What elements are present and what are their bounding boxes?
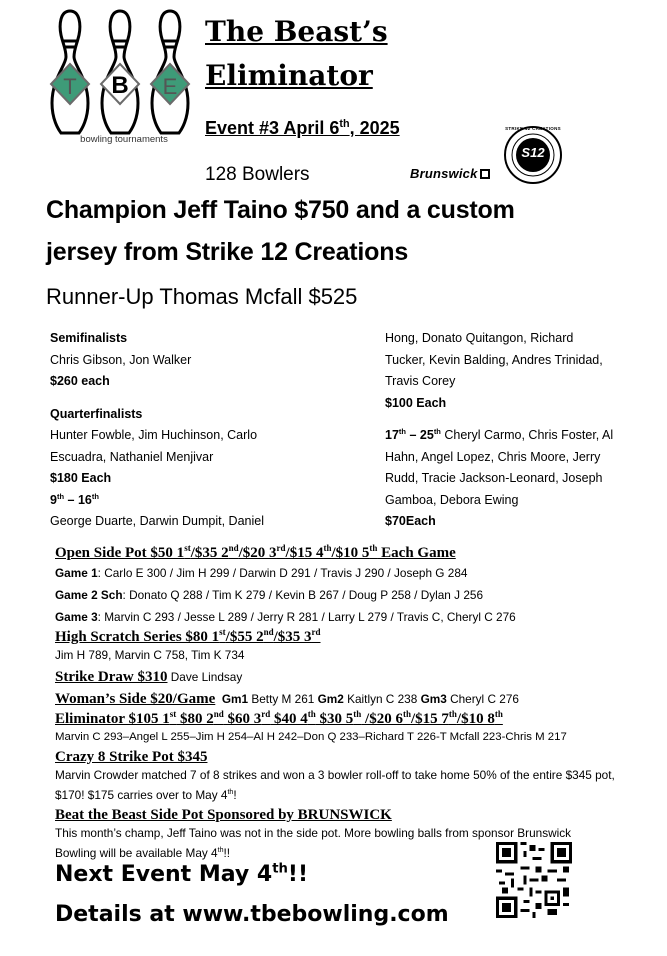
game-2-label: Game 2 Sch [55, 588, 123, 602]
bowler-count: 128 Bowlers [205, 164, 310, 185]
game-3-results [55, 608, 625, 627]
beat-beast-heading: Beat the Beast Side Pot Sponsored by BRUNSWICK [55, 807, 392, 823]
elim-text-7: /$15 7 [410, 711, 449, 727]
page-title-line-2: Eliminator [205, 59, 373, 92]
open-side-sup-1: st [184, 543, 191, 553]
beat-beast-end: !! [223, 845, 231, 860]
strike-draw-heading: Strike Draw $310 [55, 669, 168, 685]
champion-line-2: jersey from Strike 12 Creations [46, 238, 409, 266]
ninth-names-cont-1: Hong, Donato Quitangon, Richard [385, 331, 574, 345]
sixteenth-sup: th [91, 491, 99, 501]
event-date-year: , 2025 [349, 118, 400, 138]
seventeenth-names-4: Gamboa, Debora Ewing [385, 492, 519, 507]
seventeenth-label: 17 [385, 428, 399, 442]
open-side-text-6: Each Game [377, 545, 456, 561]
elim-text-5: $30 5 [315, 711, 354, 727]
womens-gm3-text: Cheryl C 276 [446, 692, 519, 706]
ninth-label: 9 [50, 492, 57, 507]
womens-gm1-label: Gm1 [221, 692, 249, 706]
left-column [50, 328, 370, 533]
page-title-line-1: The Beast’s [205, 15, 388, 48]
elim-sup-6: th [402, 709, 411, 719]
strike12-ring-text: STRIKE 12 CREATIONS [505, 126, 561, 131]
womens-gm1-text: Betty M 261 [248, 692, 318, 706]
eliminator-heading [55, 710, 625, 728]
game-2-text: : Donato Q 288 / Tim K 279 / Kevin B 267 / Doug P 258 / Dylan J 256 [122, 588, 484, 602]
game-3-text: : Marvin C 293 / Jesse L 289 / Jerry R 281 / Larry L 279 / Travis C, Cheryl C 276 [97, 610, 516, 624]
logo-letter-b: B [111, 72, 129, 99]
sixteenth-label: – 16 [64, 492, 92, 507]
womens-gm3-label: Gm3 [420, 692, 447, 706]
brunswick-logo [410, 166, 490, 181]
ninth-sup: th [56, 491, 65, 501]
semifinalists-heading: Semifinalists [50, 331, 128, 345]
elim-sup-5: th [353, 709, 362, 719]
quarterfinalists-names-1: Hunter Fowble, Jim Huchinson, Carlo [50, 428, 258, 442]
logo-letter-t: T [63, 74, 77, 99]
seventeenth-prize: $70Each [385, 514, 436, 528]
crazy8-end: ! [233, 787, 237, 802]
runner-up: Runner-Up Thomas Mcfall $525 [46, 284, 358, 309]
womens-side-row [55, 690, 625, 709]
event-date-sup: th [339, 118, 350, 130]
ninth-names-cont-2: Tucker, Kevin Balding, Andres Trinidad, [385, 352, 603, 367]
elim-text-1: Eliminator $105 1 [55, 711, 170, 727]
open-side-sup-4: th [323, 543, 332, 553]
ninth-names-cont-3: Travis Corey [385, 374, 456, 388]
high-scratch-text-1: High Scratch Series $80 1 [55, 629, 220, 645]
high-scratch-sup-1: st [219, 627, 226, 637]
open-side-sup-5: th [369, 543, 378, 553]
open-side-text-2: /$35 2 [190, 545, 229, 561]
high-scratch-sup-3: rd [311, 627, 321, 637]
right-column [385, 328, 655, 533]
next-event-sup: th [272, 861, 288, 877]
high-scratch-sup-2: nd [263, 627, 274, 637]
strike12-logo [503, 125, 573, 185]
elim-sup-1: st [169, 709, 177, 719]
game-1-results [55, 564, 625, 583]
ninth-sixteenth-heading [50, 493, 99, 507]
elim-sup-8: th [494, 709, 503, 719]
womens-gm2-text: Kaitlyn C 238 [343, 692, 421, 706]
qr-code-graphic [496, 842, 572, 918]
high-scratch-results: Jim H 789, Marvin C 758, Tim K 734 [55, 648, 245, 662]
crazy8-body: Marvin Crowder matched 7 of 8 strikes and won a 3 bowler roll-off to take home 50% of the entire $345 pot, $170! $175 carries over to May 4 [55, 768, 615, 802]
beat-beast-sup: th [217, 845, 224, 854]
womens-side-heading: Woman’s Side $20/Game [55, 691, 216, 707]
elim-sup-2: nd [213, 709, 224, 719]
crazy8-sup: th [227, 787, 234, 796]
game-2-results [55, 586, 625, 605]
open-side-sup-3: rd [276, 543, 286, 553]
high-scratch-text-3: /$35 3 [273, 629, 312, 645]
game-3-label: Game 3 [55, 610, 98, 624]
tbe-logo [40, 8, 200, 150]
qr-code-icon [496, 842, 572, 918]
semifinalists-names: Chris Gibson, Jon Walker [50, 352, 192, 367]
open-side-sup-2: nd [228, 543, 239, 553]
seventeenth-sup: th [398, 426, 406, 436]
beat-beast-body: This month’s champ, Jeff Taino was not in the side pot. More bowling balls from sponsor Brunswick Bowling will be available May 4 [55, 826, 572, 860]
logo-tagline: bowling tournaments [80, 134, 168, 145]
eliminator-results: Marvin C 293–Angel L 255–Jim H 254–Al H 242–Don Q 233–Richard T 226-T Mcfall 223-Chris M 217 [55, 731, 567, 743]
high-scratch-text-2: /$55 2 [225, 629, 264, 645]
open-side-text-5: /$10 5 [331, 545, 370, 561]
strike-draw-winner: Dave Lindsay [167, 670, 243, 684]
ninth-sixteenth-prize: $100 Each [385, 395, 447, 410]
womens-gm2-label: Gm2 [317, 692, 344, 706]
elim-sup-4: th [307, 709, 316, 719]
quarterfinalists-names-2: Escuadra, Nathaniel Menjivar [50, 449, 214, 464]
elim-text-2: $80 2 [176, 711, 214, 727]
twentyfifth-label: – 25 [406, 428, 434, 442]
open-side-text-4: /$15 4 [285, 545, 324, 561]
high-scratch-heading [55, 628, 625, 646]
event-date [205, 118, 400, 139]
crazy8-text [55, 766, 615, 805]
seventeenth-names-2: Hahn, Angel Lopez, Chris Moore, Jerry [385, 449, 601, 464]
open-side-text-3: /$20 3 [238, 545, 277, 561]
open-side-text-1: Open Side Pot $50 1 [55, 545, 185, 561]
semifinalists-prize: $260 each [50, 374, 110, 388]
quarterfinalists-heading: Quarterfinalists [50, 406, 143, 421]
champion-line-1: Champion Jeff Taino $750 and a custom [46, 196, 515, 224]
elim-text-8: /$10 8 [456, 711, 495, 727]
game-1-label: Game 1 [55, 566, 98, 580]
elim-text-6: /$20 6 [361, 711, 403, 727]
seventeenth-heading [385, 428, 441, 442]
brunswick-mark-icon [480, 169, 490, 179]
game-1-text: : Carlo E 300 / Jim H 299 / Darwin D 291 / Travis J 290 / Joseph G 284 [97, 566, 468, 580]
details-website: Details at www.tbebowling.com [55, 902, 449, 927]
side-pots-section [55, 544, 625, 863]
event-date-text: Event #3 April 6 [205, 118, 340, 138]
crazy8-heading: Crazy 8 Strike Pot $345 [55, 749, 208, 765]
ninth-sixteenth-names: George Duarte, Darwin Dumpit, Daniel [50, 514, 264, 528]
open-side-pot-heading [55, 544, 625, 562]
elim-sup-3: rd [261, 709, 271, 719]
twentyfifth-sup: th [433, 426, 441, 436]
brunswick-text: Brunswick [410, 166, 478, 181]
seventeenth-names-3: Rudd, Tracie Jackson-Leonard, Joseph [385, 471, 603, 485]
elim-sup-7: th [448, 709, 457, 719]
next-event-text: Next Event May 4 [55, 862, 273, 887]
logo-letter-e: E [162, 74, 178, 99]
strike12-number: S12 [521, 145, 545, 160]
elim-text-4: $40 4 [270, 711, 308, 727]
next-event [55, 862, 308, 887]
elim-text-3: $60 3 [223, 711, 262, 727]
next-event-end: !! [287, 862, 308, 887]
seventeenth-names-1: Cheryl Carmo, Chris Foster, Al [440, 428, 614, 442]
strike-draw-row [55, 668, 625, 687]
quarterfinalists-prize: $180 Each [50, 471, 112, 485]
